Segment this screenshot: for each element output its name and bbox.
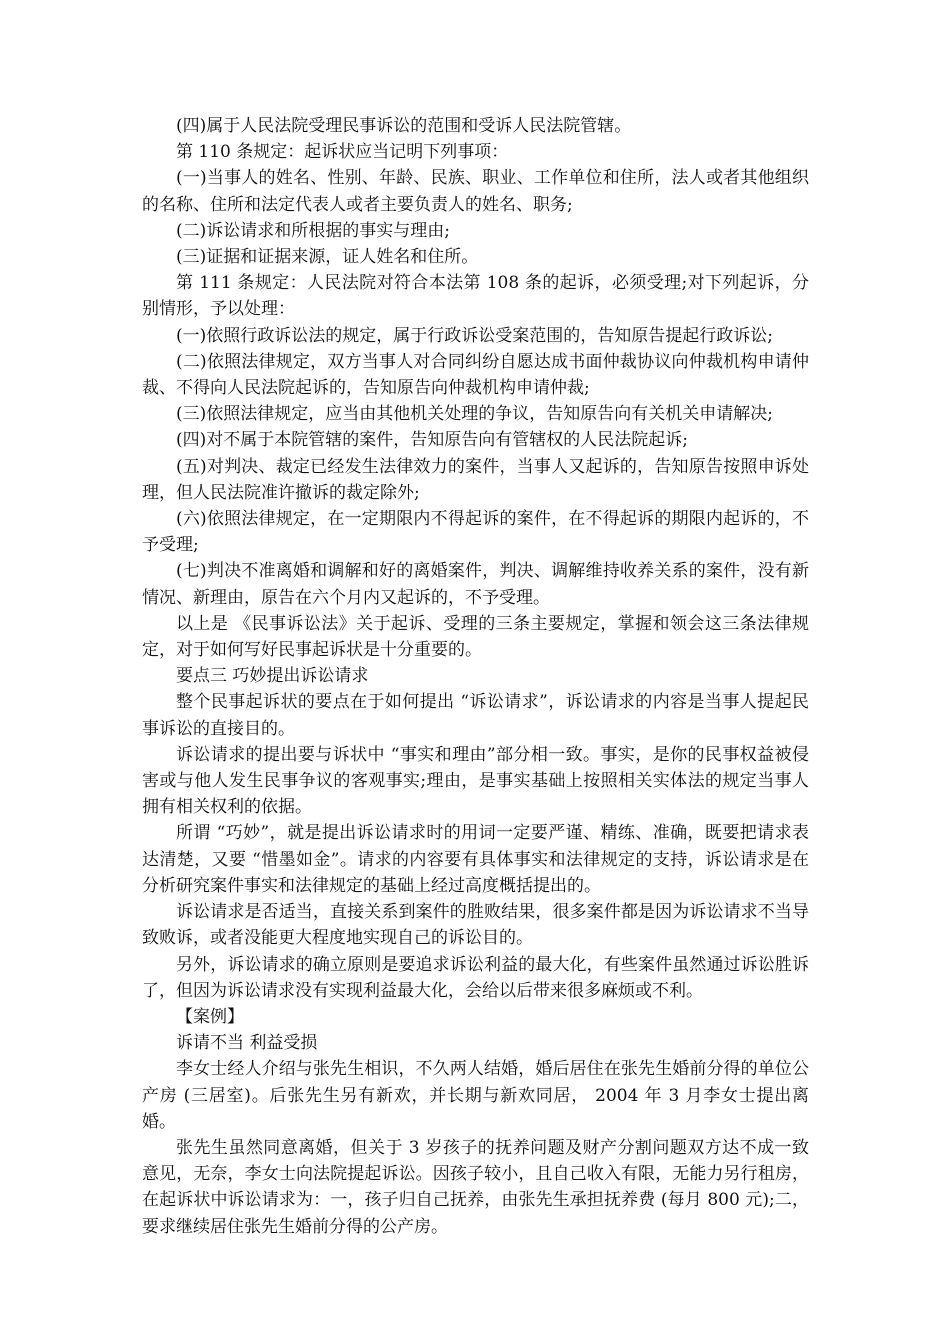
paragraph: (七)判决不准离婚和调解和好的离婚案件，判决、调解维持收养关系的案件，没有新情况、新理由，原告在六个月内又起诉的，不予受理。: [142, 561, 809, 608]
document-body: [142, 113, 809, 1240]
paragraph: 第 110 条规定：起诉状应当记明下列事项：: [176, 142, 509, 163]
paragraph: (三)证据和证据来源，证人姓名和住所。: [176, 247, 479, 268]
paragraph: (一)当事人的姓名、性别、年龄、民族、职业、工作单位和住所，法人或者其他组织的名称、住所和法定代表人或者主要负责人的姓名、职务;: [142, 168, 809, 215]
case-title: 诉请不当 利益受损: [176, 1033, 318, 1054]
paragraph: (二)诉讼请求和所根据的事实与理由;: [176, 220, 450, 241]
paragraph: 第 111 条规定：人民法院对符合本法第 108 条的起诉，必须受理;对下列起诉，分别情形，予以处理：: [142, 273, 809, 320]
paragraph: (三)依照法律规定，应当由其他机关处理的争议，告知原告向有关机关申请解决;: [176, 404, 773, 425]
paragraph: (六)依照法律规定，在一定期限内不得起诉的案件，在不得起诉的期限内起诉的，不予受理;: [142, 509, 809, 556]
paragraph: 诉讼请求的提出要与诉状中 “事实和理由”部分相一致。事实，是你的民事权益被侵害或与他人发生民事争议的客观事实;理由，是事实基础上按照相关实体法的规定当事人拥有相关权利的依据。: [142, 744, 809, 818]
paragraph: (一)依照行政诉讼法的规定，属于行政诉讼受案范围的，告知原告提起行政诉讼;: [176, 325, 773, 346]
paragraph: (四)属于人民法院受理民事诉讼的范围和受诉人民法院管辖。: [176, 116, 632, 136]
paragraph: (二)依照法律规定，双方当事人对合同纠纷自愿达成书面仲裁协议向仲裁机构申请仲裁、不得向人民法院起诉的，告知原告向仲裁机构申请仲裁;: [142, 351, 809, 399]
paragraph: 整个民事起诉状的要点在于如何提出 “诉讼请求”，诉讼请求的内容是当事人提起民事诉讼的直接目的。: [142, 692, 809, 739]
section-heading: 要点三 巧妙提出诉讼请求: [176, 666, 369, 687]
paragraph: 诉讼请求是否适当，直接关系到案件的胜败结果，很多案件都是因为诉讼请求不当导致败诉，或者没能更大程度地实现自己的诉讼目的。: [142, 902, 809, 949]
case-label: 【案例】: [176, 1006, 244, 1027]
paragraph: 李女士经人介绍与张先生相识，不久两人结婚，婚后居住在张先生婚前分得的单位公产房 (三居室)。后张先生另有新欢，并长期与新欢同居， 2004 年 3 月李女士提出离婚。: [142, 1059, 809, 1132]
paragraph: (四)对不属于本院管辖的案件，告知原告向有管辖权的人民法院起诉;: [176, 430, 688, 451]
paragraph: 张先生虽然同意离婚，但关于 3 岁孩子的抚养问题及财产分割问题双方达不成一致意见，无奈，李女士向法院提起诉讼。因孩子较小，且自己收入有限，无能力另行租房，在起诉状中诉讼请求为：一，孩子归自己抚养，由张先生承担抚养费 (每月 800 元);二，要求继续居住张先生婚前分得的公产房。: [142, 1137, 809, 1237]
paragraph: 另外，诉讼请求的确立原则是要追求诉讼利益的最大化，有些案件虽然通过诉讼胜诉了，但因为诉讼请求没有实现利益最大化，会给以后带来很多麻烦或不利。: [142, 954, 809, 1001]
paragraph: 所谓 “巧妙”，就是提出诉讼请求时的用词一定要严谨、精练、准确，既要把请求表达清楚，又要 “惜墨如金”。请求的内容要有具体事实和法律规定的支持，诉讼请求是在分析研究案件事实和法律规定的基础上经过高度概括提出的。: [142, 823, 809, 896]
paragraph: 以上是 《民事诉讼法》关于起诉、受理的三条主要规定，掌握和领会这三条法律规定，对于如何写好民事起诉状是十分重要的。: [142, 613, 809, 661]
paragraph: (五)对判决、裁定已经发生法律效力的案件，当事人又起诉的，告知原告按照申诉处理，但人民法院准许撤诉的裁定除外;: [142, 456, 809, 503]
